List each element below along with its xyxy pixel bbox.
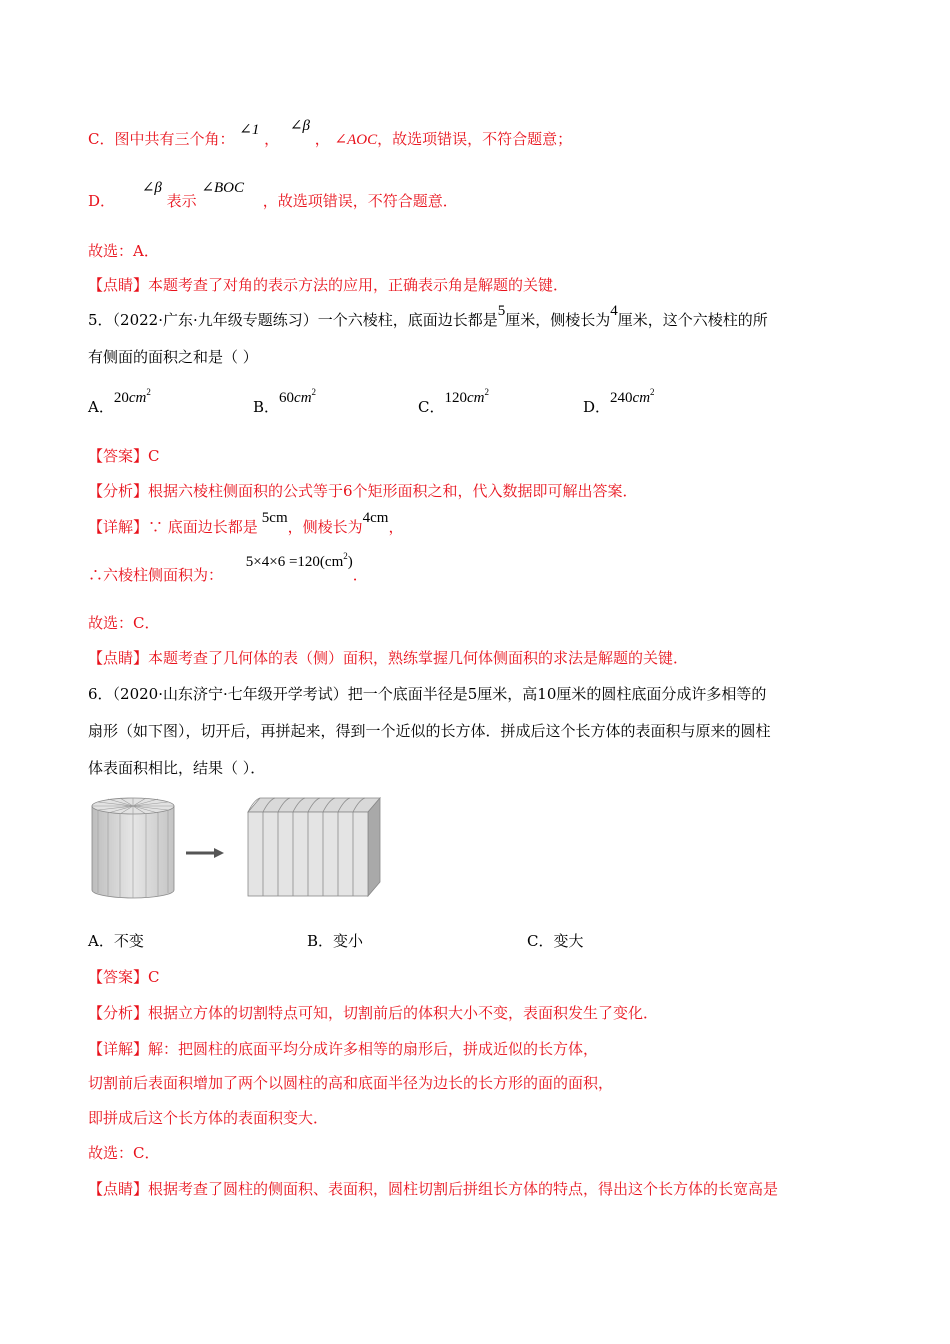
q5-option-b-num: 60 [279,390,295,406]
q5-analysis: 【分析】根据六棱柱侧面积的公式等于6个矩形面积之和，代入数据即可解出答案． [88,482,638,500]
q5-line1-mid: 厘米，侧棱长为 [505,311,611,329]
q5-edge-length: 4 [610,303,618,319]
q6-stem-line2: 扇形（如下图），切开后，再拼起来，得到一个近似的长方体．拼成后这个长方体的表面积与原来的圆柱 [88,722,771,740]
prism-shape [248,798,380,896]
q5-option-b-value [279,387,317,406]
q4-optc-suffix: ，故选项错误，不符合题意； [377,130,573,148]
angle-aoc: ∠AOC [334,132,378,148]
q5-detail-mid: ，侧棱长为 [287,518,363,536]
q6-stem-line1: 6．（2020·山东济宁·七年级开学考试）把一个底面半径是5厘米，高10厘米的圆柱底面分成许多相等的 [88,685,767,703]
q5-stem-line1 [88,303,768,332]
q5-detail-post: ， [388,518,404,536]
q6-stem-line3: 体表面积相比，结果（ ）． [88,759,266,777]
q5-option-b-letter: B． [253,398,280,416]
q5-option-c-unit: cm [466,390,485,406]
q5-option-a [88,387,151,417]
q5-option-d-exp: 2 [650,387,655,397]
q6-option-c: C．变大 [527,932,584,950]
q5-calc-pre: ∴六棱柱侧面积为： [88,566,224,584]
q5-detail [88,510,404,539]
q4-option-d [88,180,458,213]
q6-detail-2: 切割前后表面积增加了两个以圆柱的高和底面半径为边长的长方形的面的面积， [88,1074,614,1092]
q5-side-length: 5 [497,303,506,319]
q5-line1-pre: 5．（2022·广东·九年级专题练习）一个六棱柱，底面边长都是 [88,311,498,329]
q5-option-b [253,387,317,417]
q4-optd-mid: 表示 [166,192,197,210]
q6-choice: 故选：C． [88,1144,160,1162]
q5-detail-edge: 4cm [362,510,389,526]
q5-calc-expr-text: 5×4×6 =120(cm [245,554,344,570]
q5-option-a-unit: cm [128,390,147,406]
q6-analysis: 【分析】根据立方体的切割特点可知，切割前后的体积大小不变，表面积发生了变化． [88,1004,659,1022]
angle-beta: ∠β [289,118,310,134]
q4-optd-suffix: ，故选项错误，不符合题意． [262,192,458,210]
q5-option-a-exp: 2 [146,387,151,397]
q5-option-c-exp: 2 [484,387,489,397]
q6-comment: 【点睛】根据考查了圆柱的侧面积、表面积，圆柱切割后拼组长方体的特点，得出这个长方体的长宽高是 [88,1180,779,1198]
q6-option-a: A．不变 [88,932,144,950]
q5-calc-exp: 2 [343,551,348,561]
q5-option-c-letter: C． [418,398,445,416]
cylinder-shape [92,798,174,898]
arrow-icon [186,848,224,858]
q5-answer: 【答案】C [88,447,160,465]
q5-detail-side: 5cm [261,510,288,526]
q5-detail-pre: 【详解】∵ 底面边长都是 [88,518,258,536]
q4-optc-prefix: C．图中共有三个角： [88,130,235,148]
q4-option-c [88,118,573,151]
q6-option-b: B．变小 [307,932,364,950]
q4-optc-comma2: ， [314,130,330,148]
angle-1: ∠1 [239,122,260,138]
q5-option-c-value [444,387,489,406]
q4-choice: 故选：A． [88,242,159,260]
q4-optc-comma1: ， [264,130,280,148]
q5-option-c-num: 120 [444,390,467,406]
q5-option-d-letter: D． [583,398,611,416]
q5-line1-post: 厘米，这个六棱柱的所 [617,311,768,329]
q5-option-a-num: 20 [113,390,129,406]
q5-option-a-value [113,387,151,406]
angle-boc: ∠BOC [201,180,245,196]
q5-option-b-exp: 2 [311,387,317,397]
q5-option-b-unit: cm [294,390,312,406]
angle-beta-d: ∠β [141,180,162,196]
cylinder-to-prism-figure [88,792,388,902]
q5-comment: 【点睛】本题考查了几何体的表（侧）面积，熟练掌握几何体侧面积的求法是解题的关键． [88,649,689,667]
q4-optd-prefix: D． [88,192,116,210]
q6-detail-3: 即拼成后这个长方体的表面积变大． [88,1109,329,1127]
q4-comment: 【点睛】本题考查了对角的表示方法的应用，正确表示角是解题的关键． [88,276,569,294]
q5-option-c [418,387,489,417]
q5-option-d-unit: cm [632,390,651,406]
q5-calc-end: ． [352,566,368,584]
q6-detail-1: 【详解】解：把圆柱的底面平均分成许多相等的扇形后，拼成近似的长方体， [88,1040,599,1058]
q5-option-d-value [610,387,655,406]
q5-calc-close: ) [347,554,353,570]
q6-answer: 【答案】C [88,968,160,986]
q5-choice: 故选：C． [88,614,160,632]
q5-stem-line2: 有侧面的面积之和是（ ） [88,348,258,366]
q5-option-a-letter: A． [88,398,114,416]
q5-option-d [583,387,655,417]
q5-option-d-num: 240 [610,390,633,406]
q5-calc-expr [245,551,353,570]
